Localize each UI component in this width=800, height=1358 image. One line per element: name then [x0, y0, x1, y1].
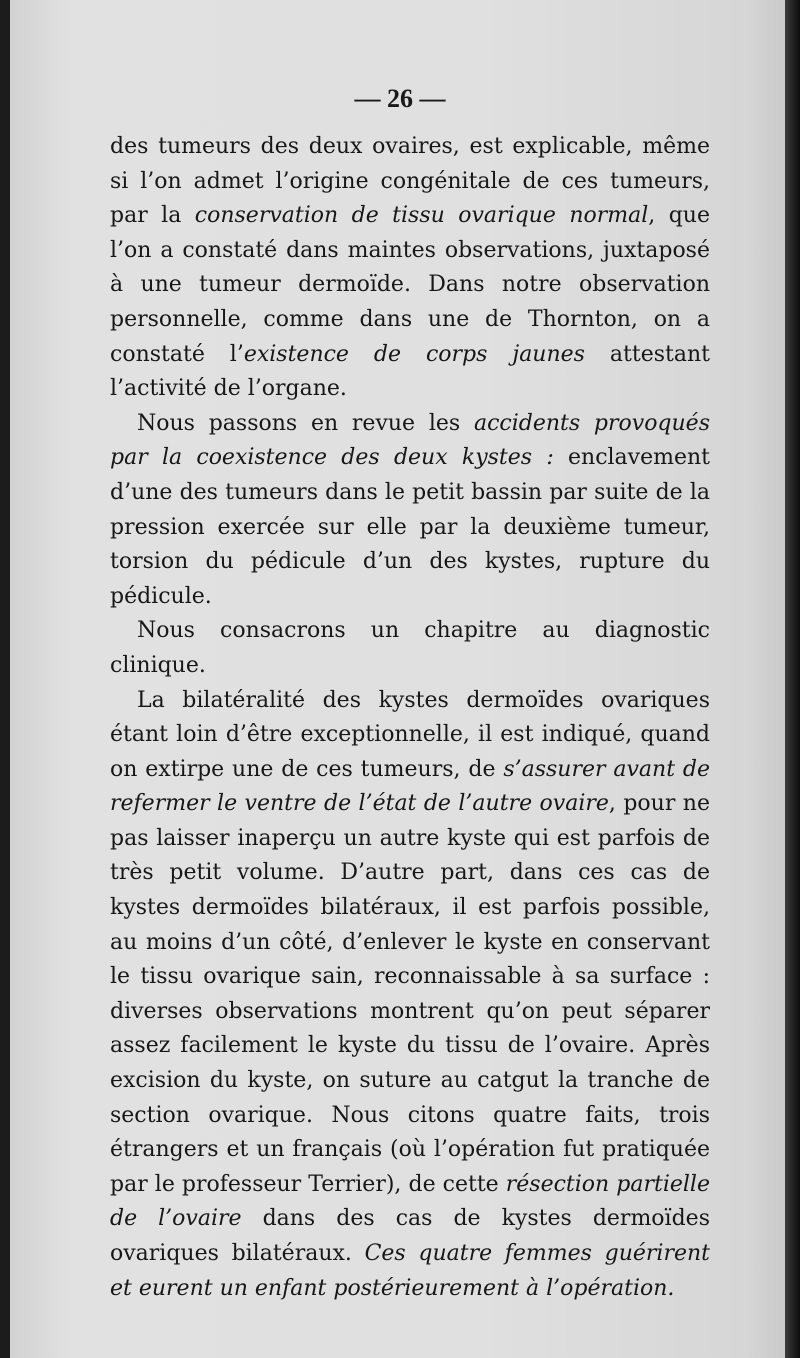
paragraph-2 [110, 407, 710, 615]
page-edge-shadow [785, 0, 800, 1358]
page-number: — 26 — [354, 84, 446, 113]
text-run: des tumeurs des deux ovaires, est explicable, même si l’on admet l’origine congénitale de ces tumeurs, par la [110, 134, 710, 229]
text-run: La bilatéralité des kystes dermoïdes ovariques étant loin d’être exceptionnelle, il est indiqué, quand on extirpe une de ces tumeurs, de [110, 687, 710, 782]
paragraph-4 [110, 684, 710, 1307]
italic-run: Ces quatre femmes guérirent et eurent un enfant postérieurement à l’opération. [110, 1241, 710, 1301]
italic-run: s’assurer avant de refermer le ventre de l’état de l’autre ovaire [110, 756, 710, 817]
text-run: , que l’on a constaté dans maintes observations, juxtaposé à une tumeur dermoïde. Dans notre observation personnelle, comme dans une de Thornton, on a constaté l’ [110, 203, 710, 367]
text-run: Nous consacrons un chapitre au diagnostic clinique. [110, 618, 710, 678]
text-run: , pour ne pas laisser inaperçu un autre kyste qui est parfois de très petit volume. D’autre part, dans ces cas de kystes dermoïdes bilatéraux, il est parfois possible, au moins d’un côté, d’enlever le kyste en conservant le tissu ovarique sain, reconnaissable à sa surface : diverses observations montrent qu’on peut séparer assez facilement le kyste du tissu de l’ovaire. Après excision du kyste, on suture au catgut la tranche de section ovarique. Nous citons quatre faits, trois étrangers et un français (où l’opération fut pratiquée par le professeur Terrier), de cette [110, 791, 710, 1197]
body-text [110, 130, 710, 1306]
italic-run: résection partielle de l’ovaire [110, 1171, 710, 1232]
italic-run: existence de corps jaunes [243, 341, 585, 367]
italic-run: conservation de tissu ovarique normal [194, 203, 649, 229]
text-run: Nous passons en revue les [137, 410, 474, 436]
paragraph-3 [110, 614, 710, 683]
italic-run: accidents provoqués par la coexistence des deux kystes : [110, 410, 710, 471]
paragraph-1 [110, 130, 710, 407]
text-run: attestant l’activité de l’organe. [110, 341, 710, 402]
text-run: enclavement d’une des tumeurs dans le petit bassin par suite de la pression exercée sur elle par la deuxième tumeur, torsion du pédicule d’un des kystes, rupture du pédicule. [110, 445, 711, 609]
text-run: dans des cas de kystes dermoïdes ovariques bilatéraux. [110, 1206, 710, 1266]
